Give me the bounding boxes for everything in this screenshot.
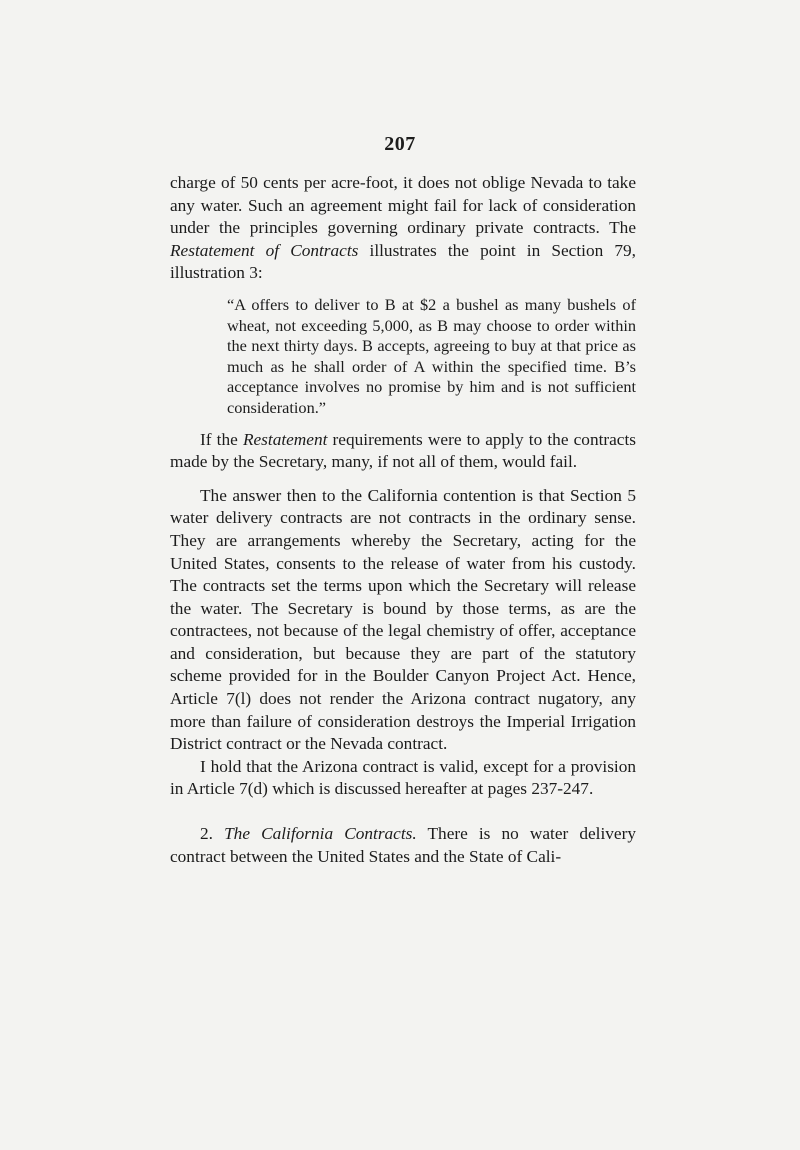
paragraph-5-text-c: There is no water delivery contract between the United States and the State of Cali- [170, 824, 636, 866]
paragraph-3: The answer then to the California contention is that Section 5 water delivery contracts are not contracts in the ordinary sense. They are arrangements whereby the Secretary, acting for the United States, consents to the release of water from his custody. The contracts set the terms upon which the Secretary will release the water. The Secretary is bound by those terms, as are the contractees, not because of the legal chemistry of offer, acceptance and consideration, but because they are part of the statutory scheme provided for in the Boulder Canyon Project Act. Hence, Article 7(l) does not render the Arizona contract nugatory, any more than failure of consideration destroys the Imperial Irrigation District contract or the Nevada contract. [170, 485, 636, 754]
paragraph-2-italic: Restatement [242, 429, 328, 449]
paragraph-5-italic: The California Contracts. [224, 824, 417, 844]
paragraph-5-text-a: 2. [200, 824, 225, 844]
page-number: 207 [384, 133, 416, 155]
paragraph-4: I hold that the Arizona contract is valid, except for a provision in Article 7(d) which is discussed hereafter at pages 237-247. [170, 756, 636, 799]
paragraph-5 [170, 823, 636, 868]
paragraph-2 [170, 429, 636, 474]
body-text [170, 172, 636, 868]
paragraph-1-text-a: charge of 50 cents per acre-foot, it does not oblige Nevada to take any water. Such an agreement might fail for lack of consideration under the principles governing ordinary private contracts. The [170, 173, 636, 238]
block-quote: “A offers to deliver to B at $2 a bushel as many bushels of wheat, not exceeding 5,000, as B may choose to order within the next thirty days. B accepts, agreeing to buy at that price as much as he shall order of A within the specified time. B’s acceptance involves no promise by him and is not sufficient consideration.” [227, 294, 636, 417]
paragraph-1 [170, 172, 636, 285]
paragraph-1-text-c: illustrates the point in Section 79, illustration 3: [170, 240, 636, 283]
paragraph-1-italic: Restatement of Contracts [170, 240, 359, 260]
paragraph-2-text-c: requirements were to apply to the contracts made by the Secretary, many, if not all of them, would fail. [170, 429, 637, 472]
paragraph-2-text-a: If the [200, 429, 243, 449]
